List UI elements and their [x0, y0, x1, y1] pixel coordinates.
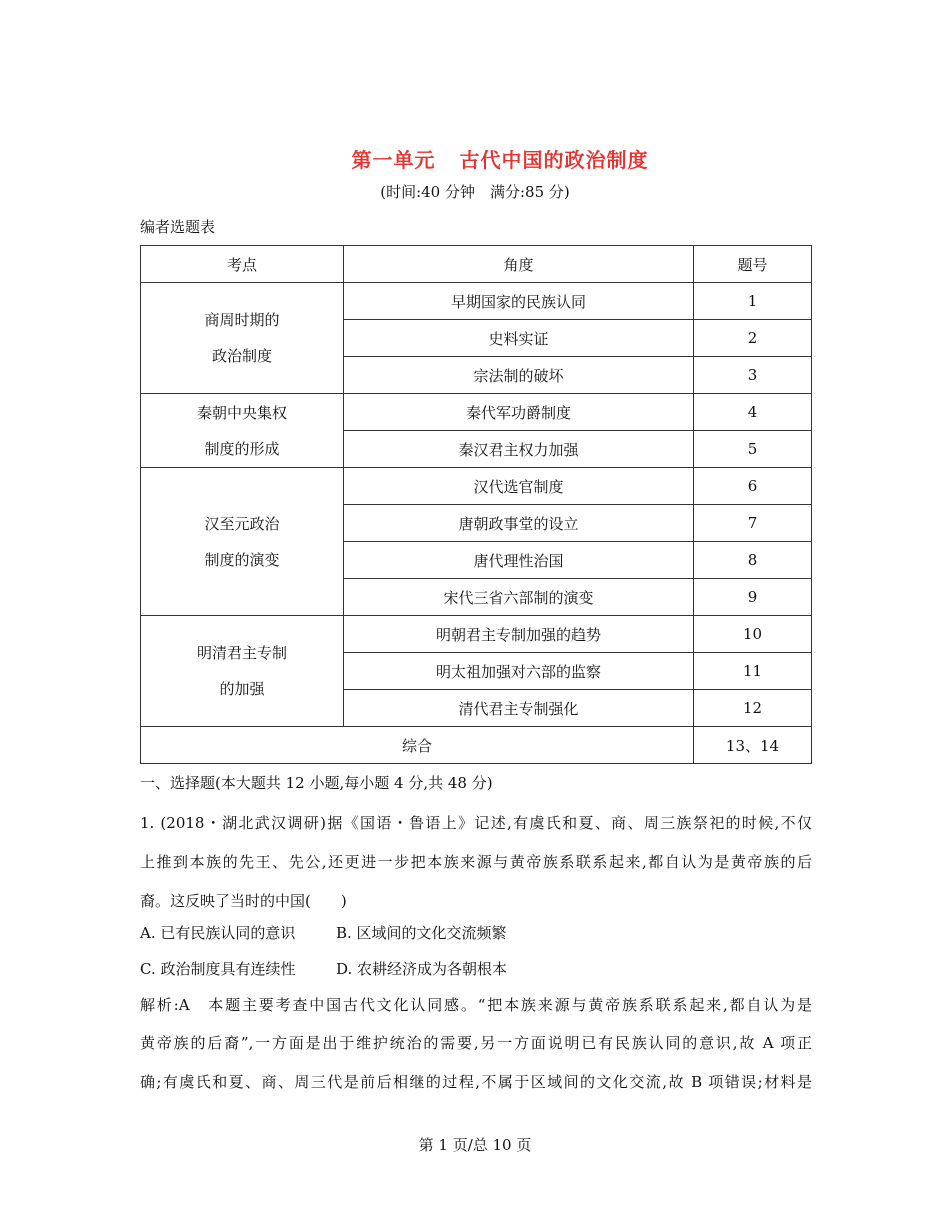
number-cell: 7 — [694, 505, 812, 542]
number-cell: 9 — [694, 579, 812, 616]
page-title — [0, 144, 950, 173]
section-heading: 一、选择题(本大题共 12 小题,每小题 4 分,共 48 分) — [140, 774, 493, 792]
table-summary-row — [141, 727, 812, 764]
table-row — [141, 283, 812, 320]
option-c: C. 政治制度具有连续性 — [140, 960, 296, 978]
number-cell: 10 — [694, 616, 812, 653]
summary-numbers: 13、14 — [694, 727, 812, 764]
angle-cell: 史料实证 — [344, 320, 694, 357]
angle-cell: 明太祖加强对六部的监察 — [344, 653, 694, 690]
page-footer: 第 1 页/总 10 页 — [418, 1136, 532, 1154]
angle-cell: 秦汉君主权力加强 — [344, 431, 694, 468]
angle-cell: 清代君主专制强化 — [344, 690, 694, 727]
number-cell: 1 — [694, 283, 812, 320]
question-line: 上推到本族的先王、先公,还更进一步把本族来源与黄帝族系联系起来,都自认为是黄帝族的后 — [140, 853, 812, 871]
topic-cell: 秦朝中央集权 制度的形成 — [141, 394, 344, 468]
topic-cell: 商周时期的 政治制度 — [141, 283, 344, 394]
angle-cell: 秦代军功爵制度 — [344, 394, 694, 431]
angle-cell: 早期国家的民族认同 — [344, 283, 694, 320]
number-cell: 11 — [694, 653, 812, 690]
table-header-row — [141, 246, 812, 283]
angle-cell: 宗法制的破坏 — [344, 357, 694, 394]
angle-cell: 唐朝政事堂的设立 — [344, 505, 694, 542]
summary-label: 综合 — [141, 727, 694, 764]
table-row — [141, 468, 812, 505]
angle-cell: 宋代三省六部制的演变 — [344, 579, 694, 616]
title-part2: 古代中国的政治制度 — [459, 148, 649, 172]
analysis-line: 解析:A 本题主要考查中国古代文化认同感。“把本族来源与黄帝族系联系起来,都自认为是 — [140, 996, 812, 1014]
number-cell: 8 — [694, 542, 812, 579]
header-cell: 题号 — [694, 246, 812, 283]
table-row — [141, 616, 812, 653]
analysis-line: 黄帝族的后裔”,一方面是出于维护统治的需要,另一方面说明已有民族认同的意识,故 A 项正 — [140, 1034, 812, 1052]
question-line: 裔。这反映了当时的中国( ) — [140, 892, 347, 910]
title-part1: 第一单元 — [351, 148, 436, 172]
selection-table — [140, 245, 812, 764]
header-cell: 考点 — [141, 246, 344, 283]
analysis-line: 确;有虞氏和夏、商、周三代是前后相继的过程,不属于区域间的文化交流,故 B 项错误;材料是 — [140, 1073, 812, 1091]
angle-cell: 唐代理性治国 — [344, 542, 694, 579]
number-cell: 2 — [694, 320, 812, 357]
number-cell: 4 — [694, 394, 812, 431]
table-label: 编者选题表 — [140, 218, 216, 236]
subtitle: (时间:40 分钟 满分:85 分) — [380, 183, 570, 201]
number-cell: 12 — [694, 690, 812, 727]
topic-cell: 明清君主专制 的加强 — [141, 616, 344, 727]
option-b: B. 区域间的文化交流频繁 — [336, 924, 507, 942]
header-cell: 角度 — [344, 246, 694, 283]
number-cell: 5 — [694, 431, 812, 468]
table-row — [141, 394, 812, 431]
number-cell: 6 — [694, 468, 812, 505]
topic-cell: 汉至元政治 制度的演变 — [141, 468, 344, 616]
option-d: D. 农耕经济成为各朝根本 — [336, 960, 508, 978]
angle-cell: 汉代选官制度 — [344, 468, 694, 505]
question-line: 1. (2018・湖北武汉调研)据《国语・鲁语上》记述,有虞氏和夏、商、周三族祭祀的时候,不仅 — [140, 814, 812, 832]
number-cell: 3 — [694, 357, 812, 394]
option-a: A. 已有民族认同的意识 — [140, 924, 296, 942]
angle-cell: 明朝君主专制加强的趋势 — [344, 616, 694, 653]
